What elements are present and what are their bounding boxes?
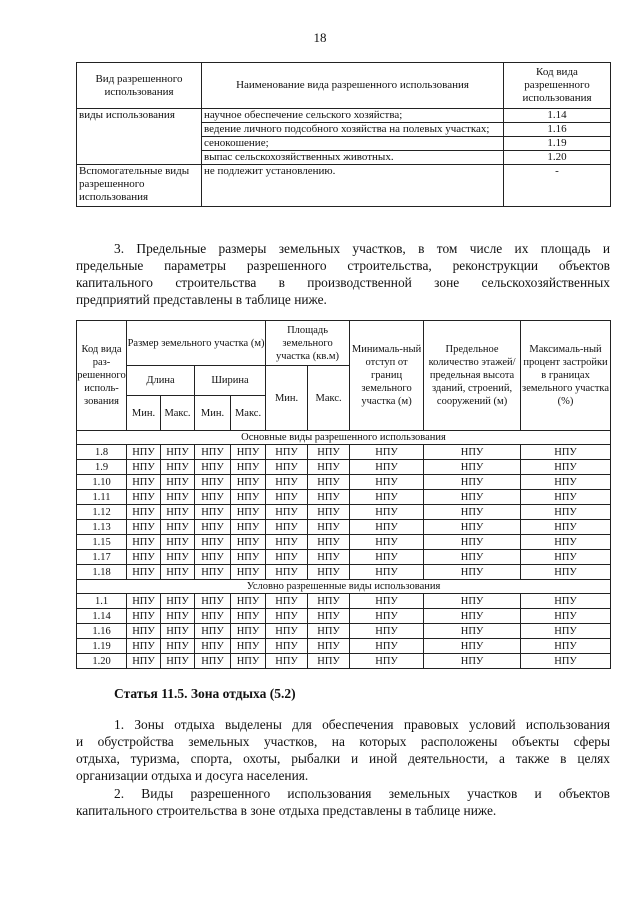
table-row bbox=[77, 490, 611, 505]
row-value: НПУ bbox=[350, 535, 424, 550]
row-value: НПУ bbox=[424, 550, 521, 565]
paragraph-3 bbox=[76, 240, 610, 308]
row-value: НПУ bbox=[195, 460, 231, 475]
row-value: НПУ bbox=[231, 639, 266, 654]
header-width-max: Макс. bbox=[231, 396, 266, 431]
row-code: 1.19 bbox=[77, 639, 127, 654]
row-value: НПУ bbox=[521, 624, 611, 639]
row-code: 1.10 bbox=[77, 475, 127, 490]
row-value: НПУ bbox=[195, 475, 231, 490]
table-row bbox=[77, 565, 611, 580]
row-value: НПУ bbox=[266, 624, 308, 639]
table-row bbox=[77, 460, 611, 475]
row-value: НПУ bbox=[195, 565, 231, 580]
row-value: НПУ bbox=[231, 520, 266, 535]
header-length-max: Макс. bbox=[161, 396, 195, 431]
row-value: НПУ bbox=[127, 520, 161, 535]
row-value: НПУ bbox=[195, 594, 231, 609]
row-value: НПУ bbox=[161, 460, 195, 475]
paragraph-zone-1 bbox=[76, 716, 610, 784]
use-name: сенокошение; bbox=[202, 137, 504, 151]
row-value: НПУ bbox=[195, 639, 231, 654]
row-value: НПУ bbox=[308, 609, 350, 624]
row-value: НПУ bbox=[424, 594, 521, 609]
row-value: НПУ bbox=[161, 550, 195, 565]
row-value: НПУ bbox=[350, 654, 424, 669]
table-row bbox=[77, 520, 611, 535]
row-value: НПУ bbox=[521, 550, 611, 565]
row-code: 1.14 bbox=[77, 609, 127, 624]
row-code: 1.12 bbox=[77, 505, 127, 520]
row-value: НПУ bbox=[521, 460, 611, 475]
row-value: НПУ bbox=[424, 639, 521, 654]
row-value: НПУ bbox=[231, 460, 266, 475]
row-value: НПУ bbox=[521, 654, 611, 669]
row-value: НПУ bbox=[424, 565, 521, 580]
row-code: 1.11 bbox=[77, 490, 127, 505]
header-code: Код вида раз-решенного исполь-зования bbox=[77, 321, 127, 431]
header-setback: Минималь-ный отступ от границ земельного участка (м) bbox=[350, 321, 424, 431]
row-value: НПУ bbox=[266, 654, 308, 669]
row-value: НПУ bbox=[195, 535, 231, 550]
row-code: 1.18 bbox=[77, 565, 127, 580]
use-code: - bbox=[504, 165, 611, 207]
header-width: Ширина bbox=[195, 366, 266, 396]
row-value: НПУ bbox=[127, 594, 161, 609]
row-value: НПУ bbox=[231, 594, 266, 609]
row-value: НПУ bbox=[266, 609, 308, 624]
paragraph-line: организации отдыха и досуга населения. bbox=[76, 768, 309, 783]
row-value: НПУ bbox=[424, 460, 521, 475]
section-row bbox=[77, 580, 611, 594]
row-value: НПУ bbox=[127, 490, 161, 505]
group-label: Вспомогательные виды разрешенного использования bbox=[77, 165, 202, 207]
row-value: НПУ bbox=[521, 565, 611, 580]
row-value: НПУ bbox=[521, 520, 611, 535]
paragraph-line: капитального строительства в производственной зоне сельскохозяйственных bbox=[76, 275, 610, 290]
row-value: НПУ bbox=[350, 550, 424, 565]
row-value: НПУ bbox=[195, 505, 231, 520]
use-code: 1.14 bbox=[504, 109, 611, 123]
row-value: НПУ bbox=[308, 624, 350, 639]
row-value: НПУ bbox=[231, 535, 266, 550]
table-row bbox=[77, 594, 611, 609]
row-value: НПУ bbox=[161, 505, 195, 520]
row-value: НПУ bbox=[127, 639, 161, 654]
row-value: НПУ bbox=[521, 594, 611, 609]
row-value: НПУ bbox=[127, 624, 161, 639]
row-value: НПУ bbox=[350, 445, 424, 460]
section-title: Условно разрешенные виды использования bbox=[77, 580, 611, 594]
use-code: 1.20 bbox=[504, 151, 611, 165]
table-row bbox=[77, 535, 611, 550]
row-value: НПУ bbox=[521, 609, 611, 624]
row-value: НПУ bbox=[424, 609, 521, 624]
header-area-min: Мин. bbox=[266, 366, 308, 431]
row-code: 1.9 bbox=[77, 460, 127, 475]
header-area-max: Макс. bbox=[308, 366, 350, 431]
row-value: НПУ bbox=[350, 609, 424, 624]
paragraph-line: предприятий представлены в таблице ниже. bbox=[76, 292, 327, 307]
header-coverage: Максималь-ный процент застройки в границах земельного участка (%) bbox=[521, 321, 611, 431]
row-value: НПУ bbox=[521, 475, 611, 490]
row-value: НПУ bbox=[231, 475, 266, 490]
use-code: 1.19 bbox=[504, 137, 611, 151]
row-value: НПУ bbox=[231, 505, 266, 520]
table-row bbox=[77, 639, 611, 654]
paragraph-line: 1. Зоны отдыха выделены для обеспечения правовых условий использования bbox=[114, 717, 610, 732]
row-value: НПУ bbox=[161, 490, 195, 505]
row-value: НПУ bbox=[161, 624, 195, 639]
row-value: НПУ bbox=[127, 505, 161, 520]
row-value: НПУ bbox=[424, 445, 521, 460]
header-floors: Предельное количество этажей/ предельная высота зданий, строений, сооружений (м) bbox=[424, 321, 521, 431]
row-value: НПУ bbox=[127, 565, 161, 580]
header-length-min: Мин. bbox=[127, 396, 161, 431]
row-value: НПУ bbox=[231, 550, 266, 565]
row-value: НПУ bbox=[521, 505, 611, 520]
row-value: НПУ bbox=[424, 505, 521, 520]
row-value: НПУ bbox=[231, 609, 266, 624]
paragraph-line: отдыха, туризма, спорта, охоты, рыбалки и иной деятельности, а также в целях bbox=[76, 751, 610, 766]
use-name: не подлежит установлению. bbox=[202, 165, 504, 207]
row-value: НПУ bbox=[231, 654, 266, 669]
row-value: НПУ bbox=[350, 624, 424, 639]
table-row bbox=[77, 550, 611, 565]
row-value: НПУ bbox=[127, 550, 161, 565]
page-number: 18 bbox=[313, 30, 327, 45]
group-label: виды использования bbox=[77, 109, 202, 165]
plot-parameters-table bbox=[76, 320, 611, 669]
row-value: НПУ bbox=[308, 520, 350, 535]
row-value: НПУ bbox=[161, 475, 195, 490]
row-value: НПУ bbox=[424, 624, 521, 639]
paragraph-line: предельные параметры разрешенного строительства, реконструкции объектов bbox=[76, 258, 610, 273]
paragraph-line: капитального строительства в зоне отдыха представлены в таблице ниже. bbox=[76, 803, 497, 818]
header-use-name: Наименование вида разрешенного использования bbox=[202, 63, 504, 109]
row-value: НПУ bbox=[308, 639, 350, 654]
row-value: НПУ bbox=[350, 565, 424, 580]
row-value: НПУ bbox=[350, 520, 424, 535]
use-name: выпас сельскохозяйственных животных. bbox=[202, 151, 504, 165]
row-value: НПУ bbox=[308, 475, 350, 490]
row-value: НПУ bbox=[231, 490, 266, 505]
row-value: НПУ bbox=[161, 565, 195, 580]
row-value: НПУ bbox=[521, 490, 611, 505]
row-value: НПУ bbox=[266, 520, 308, 535]
table-row bbox=[77, 475, 611, 490]
row-value: НПУ bbox=[231, 624, 266, 639]
row-value: НПУ bbox=[195, 609, 231, 624]
table-row bbox=[77, 505, 611, 520]
row-value: НПУ bbox=[127, 654, 161, 669]
row-code: 1.20 bbox=[77, 654, 127, 669]
article-heading: Статья 11.5. Зона отдыха (5.2) bbox=[114, 686, 296, 701]
row-value: НПУ bbox=[195, 445, 231, 460]
row-value: НПУ bbox=[424, 520, 521, 535]
row-code: 1.1 bbox=[77, 594, 127, 609]
row-value: НПУ bbox=[266, 490, 308, 505]
header-width-min: Мин. bbox=[195, 396, 231, 431]
row-value: НПУ bbox=[127, 609, 161, 624]
row-value: НПУ bbox=[195, 654, 231, 669]
row-value: НПУ bbox=[266, 594, 308, 609]
section-title: Основные виды разрешенного использования bbox=[77, 431, 611, 445]
row-code: 1.17 bbox=[77, 550, 127, 565]
row-value: НПУ bbox=[266, 550, 308, 565]
row-value: НПУ bbox=[424, 490, 521, 505]
table-row bbox=[77, 609, 611, 624]
row-value: НПУ bbox=[195, 624, 231, 639]
row-value: НПУ bbox=[308, 550, 350, 565]
use-name: научное обеспечение сельского хозяйства; bbox=[202, 109, 504, 123]
row-value: НПУ bbox=[350, 594, 424, 609]
row-value: НПУ bbox=[231, 565, 266, 580]
row-value: НПУ bbox=[308, 505, 350, 520]
table-row bbox=[77, 624, 611, 639]
row-value: НПУ bbox=[424, 475, 521, 490]
row-value: НПУ bbox=[521, 445, 611, 460]
header-use-kind: Вид разрешенного использования bbox=[77, 63, 202, 109]
row-value: НПУ bbox=[350, 475, 424, 490]
table-row bbox=[77, 445, 611, 460]
row-code: 1.16 bbox=[77, 624, 127, 639]
paragraph-line: 2. Виды разрешенного использования земельных участков и объектов bbox=[114, 786, 610, 801]
row-value: НПУ bbox=[161, 594, 195, 609]
use-code: 1.16 bbox=[504, 123, 611, 137]
row-value: НПУ bbox=[266, 505, 308, 520]
row-value: НПУ bbox=[308, 445, 350, 460]
header-plot-size: Размер земельного участка (м) bbox=[127, 321, 266, 366]
row-value: НПУ bbox=[231, 445, 266, 460]
row-value: НПУ bbox=[308, 565, 350, 580]
row-value: НПУ bbox=[161, 654, 195, 669]
row-value: НПУ bbox=[161, 609, 195, 624]
row-value: НПУ bbox=[308, 535, 350, 550]
paragraph-zone-2 bbox=[76, 785, 610, 819]
row-value: НПУ bbox=[161, 535, 195, 550]
header-use-code: Код вида разрешенного использования bbox=[504, 63, 611, 109]
table-row bbox=[77, 654, 611, 669]
paragraph-line: и обустройства земельных участков, на которых расположены объекты сферы bbox=[76, 734, 610, 749]
section-row bbox=[77, 431, 611, 445]
row-value: НПУ bbox=[424, 654, 521, 669]
row-value: НПУ bbox=[266, 460, 308, 475]
row-code: 1.8 bbox=[77, 445, 127, 460]
row-value: НПУ bbox=[350, 505, 424, 520]
paragraph-line: 3. Предельные размеры земельных участков, в том числе их площадь и bbox=[114, 241, 610, 256]
row-value: НПУ bbox=[127, 460, 161, 475]
row-value: НПУ bbox=[308, 460, 350, 475]
row-value: НПУ bbox=[308, 490, 350, 505]
row-value: НПУ bbox=[195, 550, 231, 565]
row-value: НПУ bbox=[127, 445, 161, 460]
row-value: НПУ bbox=[350, 460, 424, 475]
header-length: Длина bbox=[127, 366, 195, 396]
row-value: НПУ bbox=[521, 535, 611, 550]
row-value: НПУ bbox=[266, 445, 308, 460]
row-value: НПУ bbox=[195, 520, 231, 535]
header-area: Площадь земельного участка (кв.м) bbox=[266, 321, 350, 366]
row-value: НПУ bbox=[308, 654, 350, 669]
row-code: 1.15 bbox=[77, 535, 127, 550]
row-value: НПУ bbox=[350, 639, 424, 654]
row-value: НПУ bbox=[266, 565, 308, 580]
row-code: 1.13 bbox=[77, 520, 127, 535]
row-value: НПУ bbox=[350, 490, 424, 505]
row-value: НПУ bbox=[266, 639, 308, 654]
use-name: ведение личного подсобного хозяйства на полевых участках; bbox=[202, 123, 504, 137]
permitted-use-table bbox=[76, 62, 611, 207]
row-value: НПУ bbox=[424, 535, 521, 550]
row-value: НПУ bbox=[195, 490, 231, 505]
row-value: НПУ bbox=[161, 445, 195, 460]
row-value: НПУ bbox=[266, 475, 308, 490]
row-value: НПУ bbox=[161, 520, 195, 535]
row-value: НПУ bbox=[127, 475, 161, 490]
row-value: НПУ bbox=[127, 535, 161, 550]
row-value: НПУ bbox=[161, 639, 195, 654]
row-value: НПУ bbox=[308, 594, 350, 609]
row-value: НПУ bbox=[521, 639, 611, 654]
row-value: НПУ bbox=[266, 535, 308, 550]
